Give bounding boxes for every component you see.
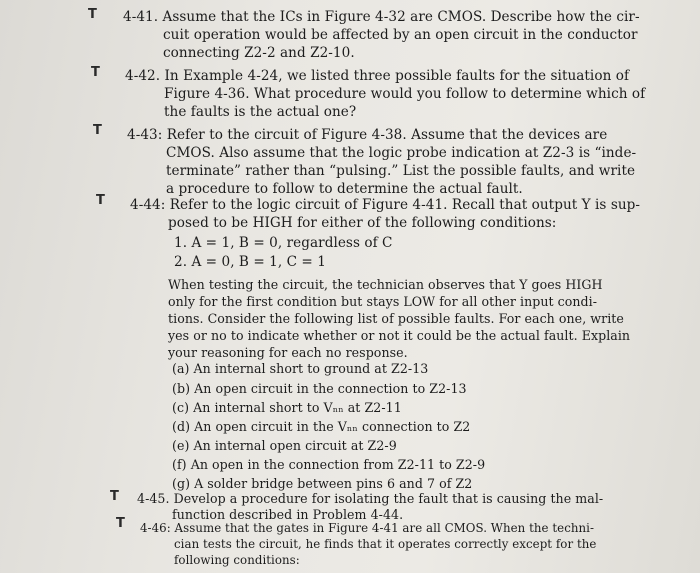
problem-4-41-line-3: connecting Z2-2 and Z2-10. [163,45,355,61]
problem-text: Refer to the circuit of Figure 4-38. Assume that the devices are [166,127,608,143]
fault-c: (c) An internal short to Vₙₙ at Z2-11 [172,400,402,415]
problem-4-44-para-5: your reasoning for each no response. [168,345,408,360]
problem-number: 4-43: [127,127,163,143]
problem-4-43-line-1 [127,127,607,144]
fault-a: (a) An internal short to ground at Z2-13 [172,361,429,376]
margin-mark: T [93,123,102,138]
problem-4-44-para-4: yes or no to indicate whether or not it could be the actual fault. Explain [168,328,631,343]
problem-4-42-line-2: Figure 4-36. What procedure would you follow to determine which of [164,86,646,102]
fault-e: (e) An internal open circuit at Z2-9 [172,438,397,453]
problem-text: Refer to the logic circuit of Figure 4-41. Recall that output Y is sup- [169,197,641,213]
problem-text: Assume that the gates in Figure 4-41 are all CMOS. When the techni- [174,521,595,535]
problem-4-46-line-2: cian tests the circuit, he finds that it operates correctly except for the [174,537,597,551]
fault-b: (b) An open circuit in the connection to Z2-13 [172,381,467,396]
margin-mark: T [116,516,125,531]
problem-text: Develop a procedure for isolating the fault that is causing the mal- [173,491,604,506]
fault-d: (d) An open circuit in the Vₙₙ connection to Z2 [172,419,471,434]
problem-4-43-line-3: terminate” rather than “pulsing.” List the possible faults, and write [166,163,636,179]
condition-1: 1. A = 1, B = 0, regardless of C [174,235,393,251]
problem-4-44-para-2: only for the first condition but stays LOW for all other input condi- [168,294,598,309]
fault-g: (g) A solder bridge between pins 6 and 7 of Z2 [172,476,473,491]
problem-4-41-line-2: cuit operation would be affected by an open circuit in the conductor [163,27,638,43]
margin-mark: T [88,7,97,22]
problem-number: 4-42. [125,68,161,84]
margin-mark: T [110,489,119,504]
problem-text: Assume that the ICs in Figure 4-32 are CMOS. Describe how the cir- [162,9,640,25]
problem-text: In Example 4-24, we listed three possible faults for the situation of [164,68,630,84]
problem-4-44-line-1 [130,197,640,214]
margin-mark: T [96,193,105,208]
problem-4-43-line-2: CMOS. Also assume that the logic probe indication at Z2-3 is “inde- [166,145,637,161]
problem-4-46-line-1 [140,520,594,537]
problem-4-43-line-4: a procedure to follow to determine the actual fault. [166,181,523,197]
problem-4-44-para-3: tions. Consider the following list of possible faults. For each one, write [168,311,624,326]
problem-4-42-line-1 [125,68,629,85]
problem-4-45-line-2: function described in Problem 4-44. [172,507,404,522]
condition-2: 2. A = 0, B = 1, C = 1 [174,254,326,270]
problem-number: 4-45. [137,491,170,506]
problem-4-44-line-2: posed to be HIGH for either of the following conditions: [168,215,557,231]
problem-number: 4-41. [123,9,159,25]
fault-f: (f) An open in the connection from Z2-11 to Z2-9 [172,457,486,472]
problem-number: 4-46: [140,521,171,535]
problem-4-46-line-3: following conditions: [174,553,300,567]
problem-4-44-para-1: When testing the circuit, the technician observes that Y goes HIGH [168,277,603,292]
margin-mark: T [91,65,100,80]
problem-4-45-line-1 [137,490,603,507]
problem-4-41-line-1 [123,9,640,26]
problem-number: 4-44: [130,197,166,213]
problem-4-42-line-3: the faults is the actual one? [164,104,357,120]
